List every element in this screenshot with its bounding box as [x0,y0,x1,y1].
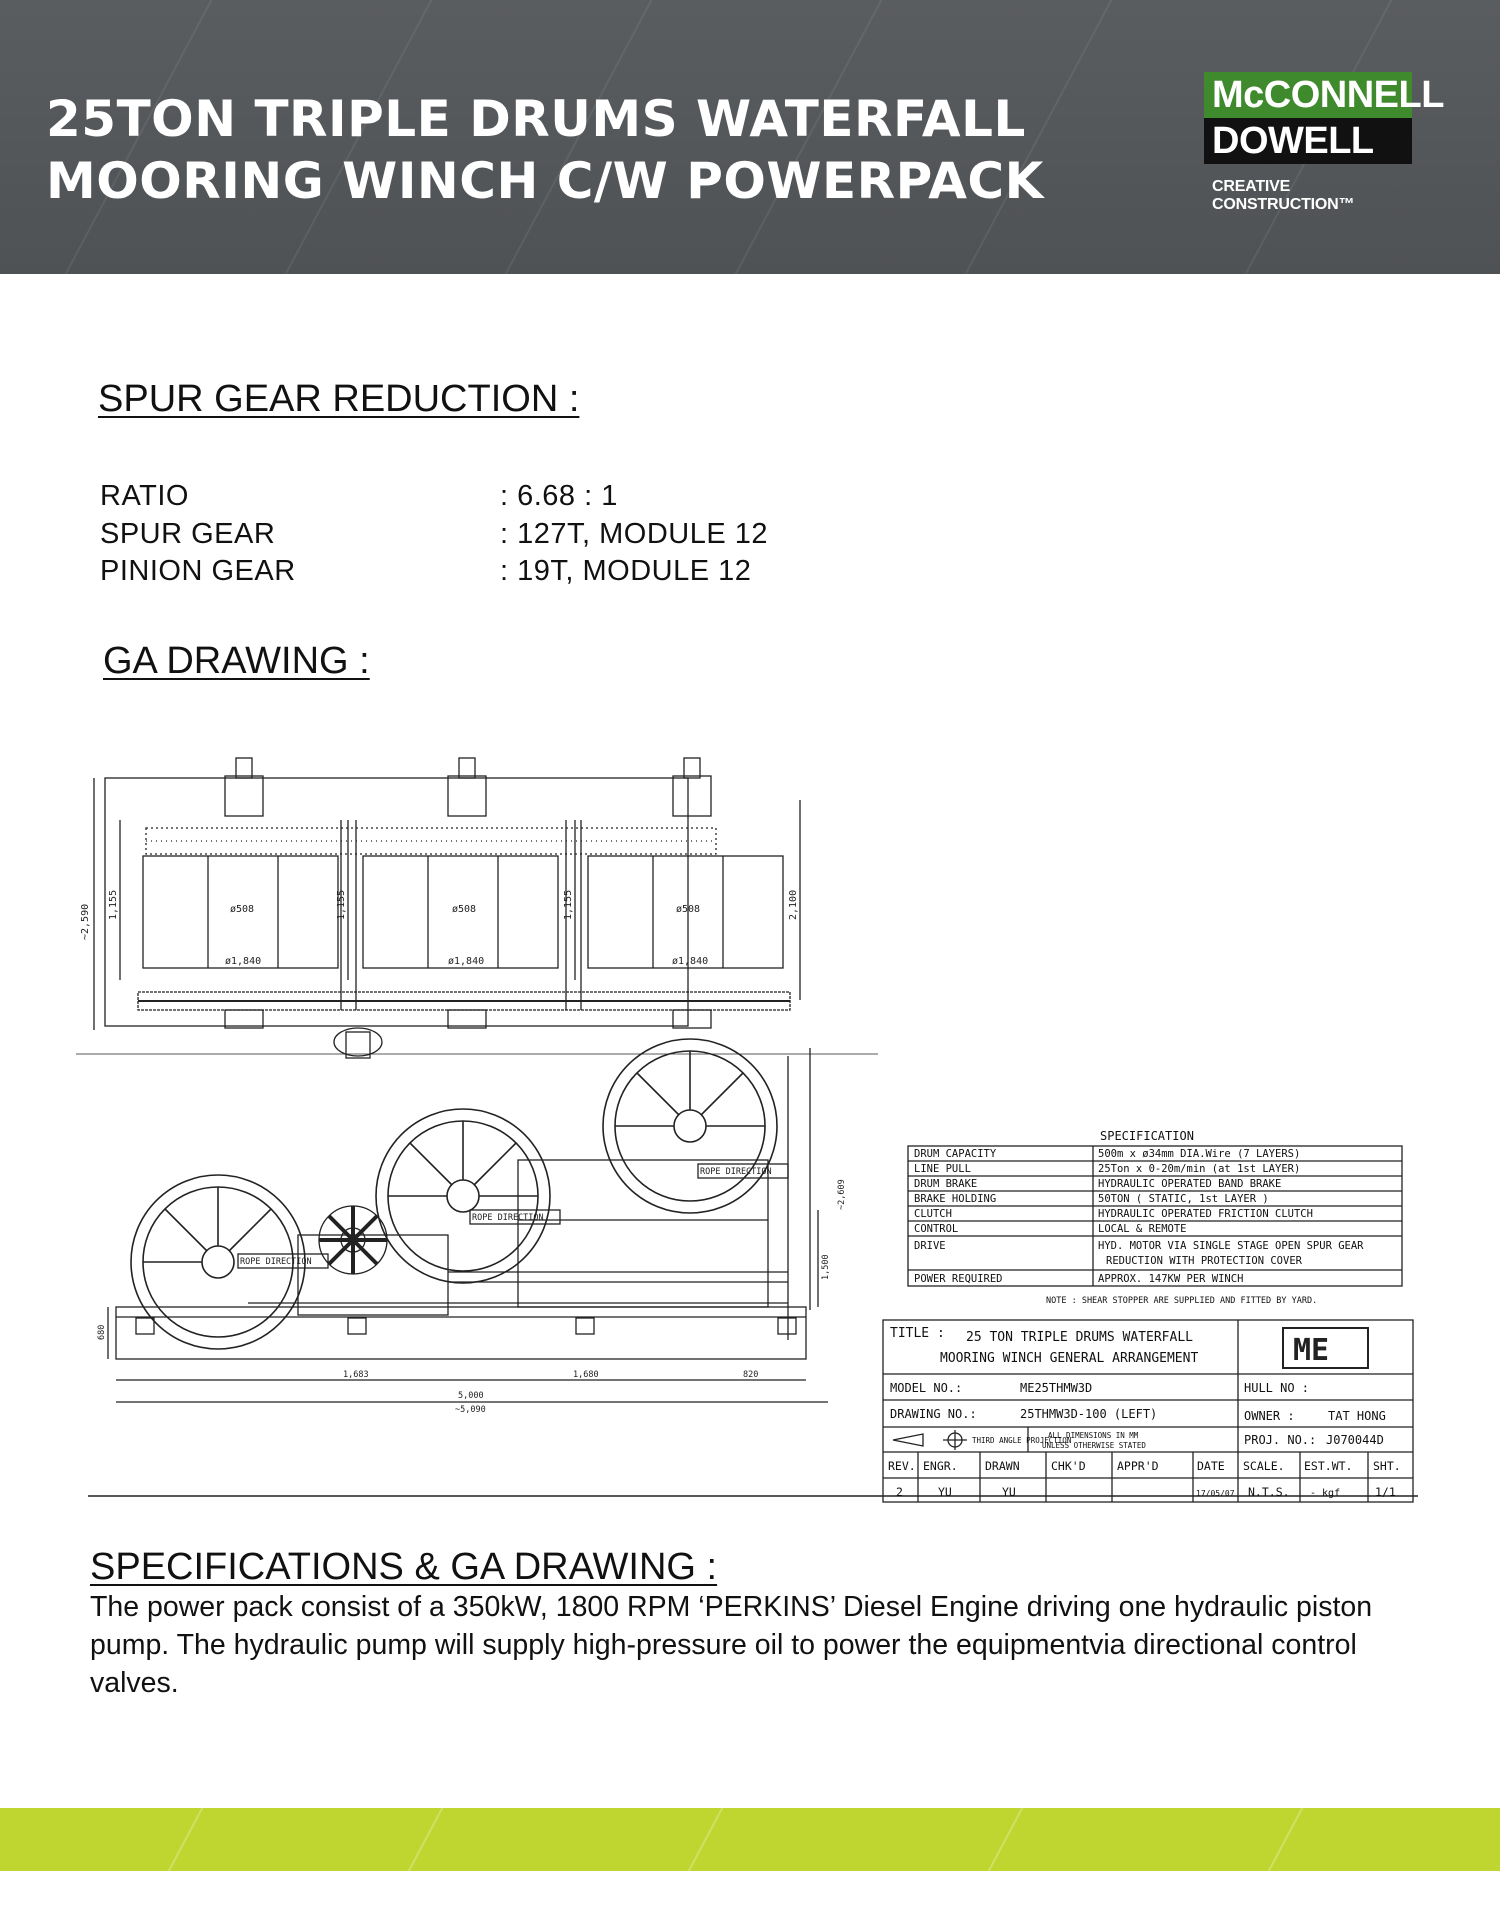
spec-table-key: DRUM BRAKE [914,1178,978,1190]
dim-span-2: 1,680 [573,1370,599,1380]
tb-value-scale: N.T.S. [1248,1485,1290,1499]
tb-dims-note-2: UNLESS OTHERWISE STATED [1042,1441,1146,1450]
tb-header-engr: ENGR. [923,1459,958,1473]
ga-drawing-heading: GA DRAWING : [103,640,370,682]
tb-header-chkd: CHK'D [1051,1459,1086,1473]
tb-value-rev: 2 [896,1485,903,1499]
spec-table-value: 25Ton x 0-20m/min (at 1st LAYER) [1098,1163,1301,1175]
tb-dims-note-1: ALL DIMENSIONS IN MM [1048,1431,1139,1440]
spec-table-note: NOTE : SHEAR STOPPER ARE SUPPLIED AND FITTED BY YARD. [1046,1296,1318,1306]
dim-base-height: 680 [97,1324,107,1340]
spur-gear-heading: SPUR GEAR REDUCTION : [98,378,580,420]
tb-drawing-value: 25THMW3D-100 (LEFT) [1020,1407,1158,1421]
tb-header-sht: SHT. [1373,1459,1401,1473]
dim-span-1: 1,683 [343,1370,369,1380]
ga-drawing [80,740,1418,1510]
drum-flange-dia: ø1,840 [225,956,262,967]
spec-value: : 19T, MODULE 12 [500,555,752,587]
tb-title-line-2: MOORING WINCH GENERAL ARRANGEMENT [940,1351,1199,1366]
tb-header-scale: SCALE. [1243,1459,1285,1473]
spec-value: : 6.68 : 1 [500,480,618,512]
dim-overall-length: ~5,090 [455,1405,486,1415]
tb-header-drawn: DRAWN [985,1459,1020,1473]
dim-height: 1,500 [821,1254,831,1280]
spec-table-key: BRAKE HOLDING [914,1193,997,1205]
tb-header-date: DATE [1197,1459,1225,1473]
drum-flange-dia: ø1,840 [672,956,709,967]
tb-header-rev: REV. [888,1459,916,1473]
me-logo: ME [1293,1333,1330,1368]
spec-table-title: SPECIFICATION [1100,1129,1194,1143]
tb-value-engr: YU [938,1485,952,1499]
tb-header-apprd: APPR'D [1117,1459,1159,1473]
tb-third-angle: THIRD ANGLE PROJECTION [972,1436,1072,1445]
dim-span-3: 820 [743,1370,759,1380]
spec-label: SPUR GEAR [100,518,276,550]
spec-table-key: DRUM CAPACITY [914,1148,997,1160]
rope-direction-label: ROPE DIRECTION [240,1257,312,1267]
company-logo [1204,72,1444,214]
spec-table-value: HYD. MOTOR VIA SINGLE STAGE OPEN SPUR GEAR [1098,1240,1364,1252]
tb-owner-label: OWNER : [1244,1409,1295,1423]
drum-core-dia: ø508 [452,904,477,915]
tb-model-value: ME25THMW3D [1020,1381,1093,1395]
title-line-1: 25TON TRIPLE DRUMS WATERFALL [46,90,1026,148]
spec-table-key: CONTROL [914,1223,959,1235]
drum-core-dia: ø508 [230,904,255,915]
logo-mcconnell: McCONNELL [1204,72,1412,118]
rope-direction-label: ROPE DIRECTION [700,1167,772,1177]
dim-drum-1: 1,155 [108,889,119,920]
header-banner [0,0,1500,274]
tb-header-est-wt: EST.WT. [1304,1459,1353,1473]
spec-table-value: APPROX. 147KW PER WINCH [1098,1273,1244,1285]
spec-table-value: REDUCTION WITH PROTECTION COVER [1106,1255,1302,1267]
dim-drum-3: 1,155 [563,889,574,920]
tb-value-date: 17/05/07 [1196,1489,1235,1498]
spec-table-key: LINE PULL [914,1163,971,1175]
spec-table-value: 500m x ø34mm DIA.Wire (7 LAYERS) [1098,1148,1301,1160]
title-line-2: MOORING WINCH C/W POWERPACK [46,152,1044,210]
spec-table-key: CLUTCH [914,1208,952,1220]
tb-value-est-wt: - kgf [1310,1488,1341,1499]
spec-table-value: LOCAL & REMOTE [1098,1223,1187,1235]
plan-dimensions [80,890,799,967]
rope-direction-label: ROPE DIRECTION [472,1213,544,1223]
dim-overall-width: ~2,590 [80,903,91,940]
specifications-heading: SPECIFICATIONS & GA DRAWING : [90,1546,718,1588]
logo-dowell: DOWELL [1204,118,1412,164]
elevation-dimensions [97,1167,847,1415]
spec-table-value: HYDRAULIC OPERATED FRICTION CLUTCH [1098,1208,1313,1220]
footer-bar [0,1808,1500,1871]
drum-flange-dia: ø1,840 [448,956,485,967]
page-title [46,88,1044,212]
tb-model-label: MODEL NO.: [890,1381,963,1395]
logo-tagline: CREATIVE CONSTRUCTION™ [1212,178,1355,213]
tb-owner-value: TAT HONG [1328,1409,1386,1423]
specifications-paragraph: The power pack consist of a 350kW, 1800 RPM ‘PERKINS’ Diesel Engine driving one hydraulic piston pump. The hydraulic pump will supply high-pressure oil to power the equipmentvia directional control valves. [90,1591,1373,1699]
dim-width: 2,100 [788,889,799,920]
spec-label: PINION GEAR [100,555,296,587]
spec-table-value: 50TON ( STATIC, 1st LAYER ) [1098,1193,1269,1205]
tb-value-sht: 1/1 [1375,1485,1396,1499]
dim-overall-height: ~2,609 [837,1179,847,1210]
tb-hull-label: HULL NO : [1244,1381,1310,1395]
dim-drum-2: 1,155 [336,889,347,920]
drum-core-dia: ø508 [676,904,701,915]
tb-drawing-label: DRAWING NO.: [890,1407,977,1421]
spec-table-key: POWER REQUIRED [914,1273,1003,1285]
spec-table-key: DRIVE [914,1240,946,1252]
tb-proj-label: PROJ. NO.: [1244,1433,1317,1447]
tb-value-drawn: YU [1002,1485,1016,1499]
tb-title-line-1: 25 TON TRIPLE DRUMS WATERFALL [966,1330,1193,1345]
spec-table-value: HYDRAULIC OPERATED BAND BRAKE [1098,1178,1282,1190]
dim-length: 5,000 [458,1391,484,1401]
tb-title-label: TITLE : [890,1326,945,1341]
spec-label: RATIO [100,480,189,512]
tb-proj-value: J070044D [1326,1433,1384,1447]
spec-value: : 127T, MODULE 12 [500,518,768,550]
